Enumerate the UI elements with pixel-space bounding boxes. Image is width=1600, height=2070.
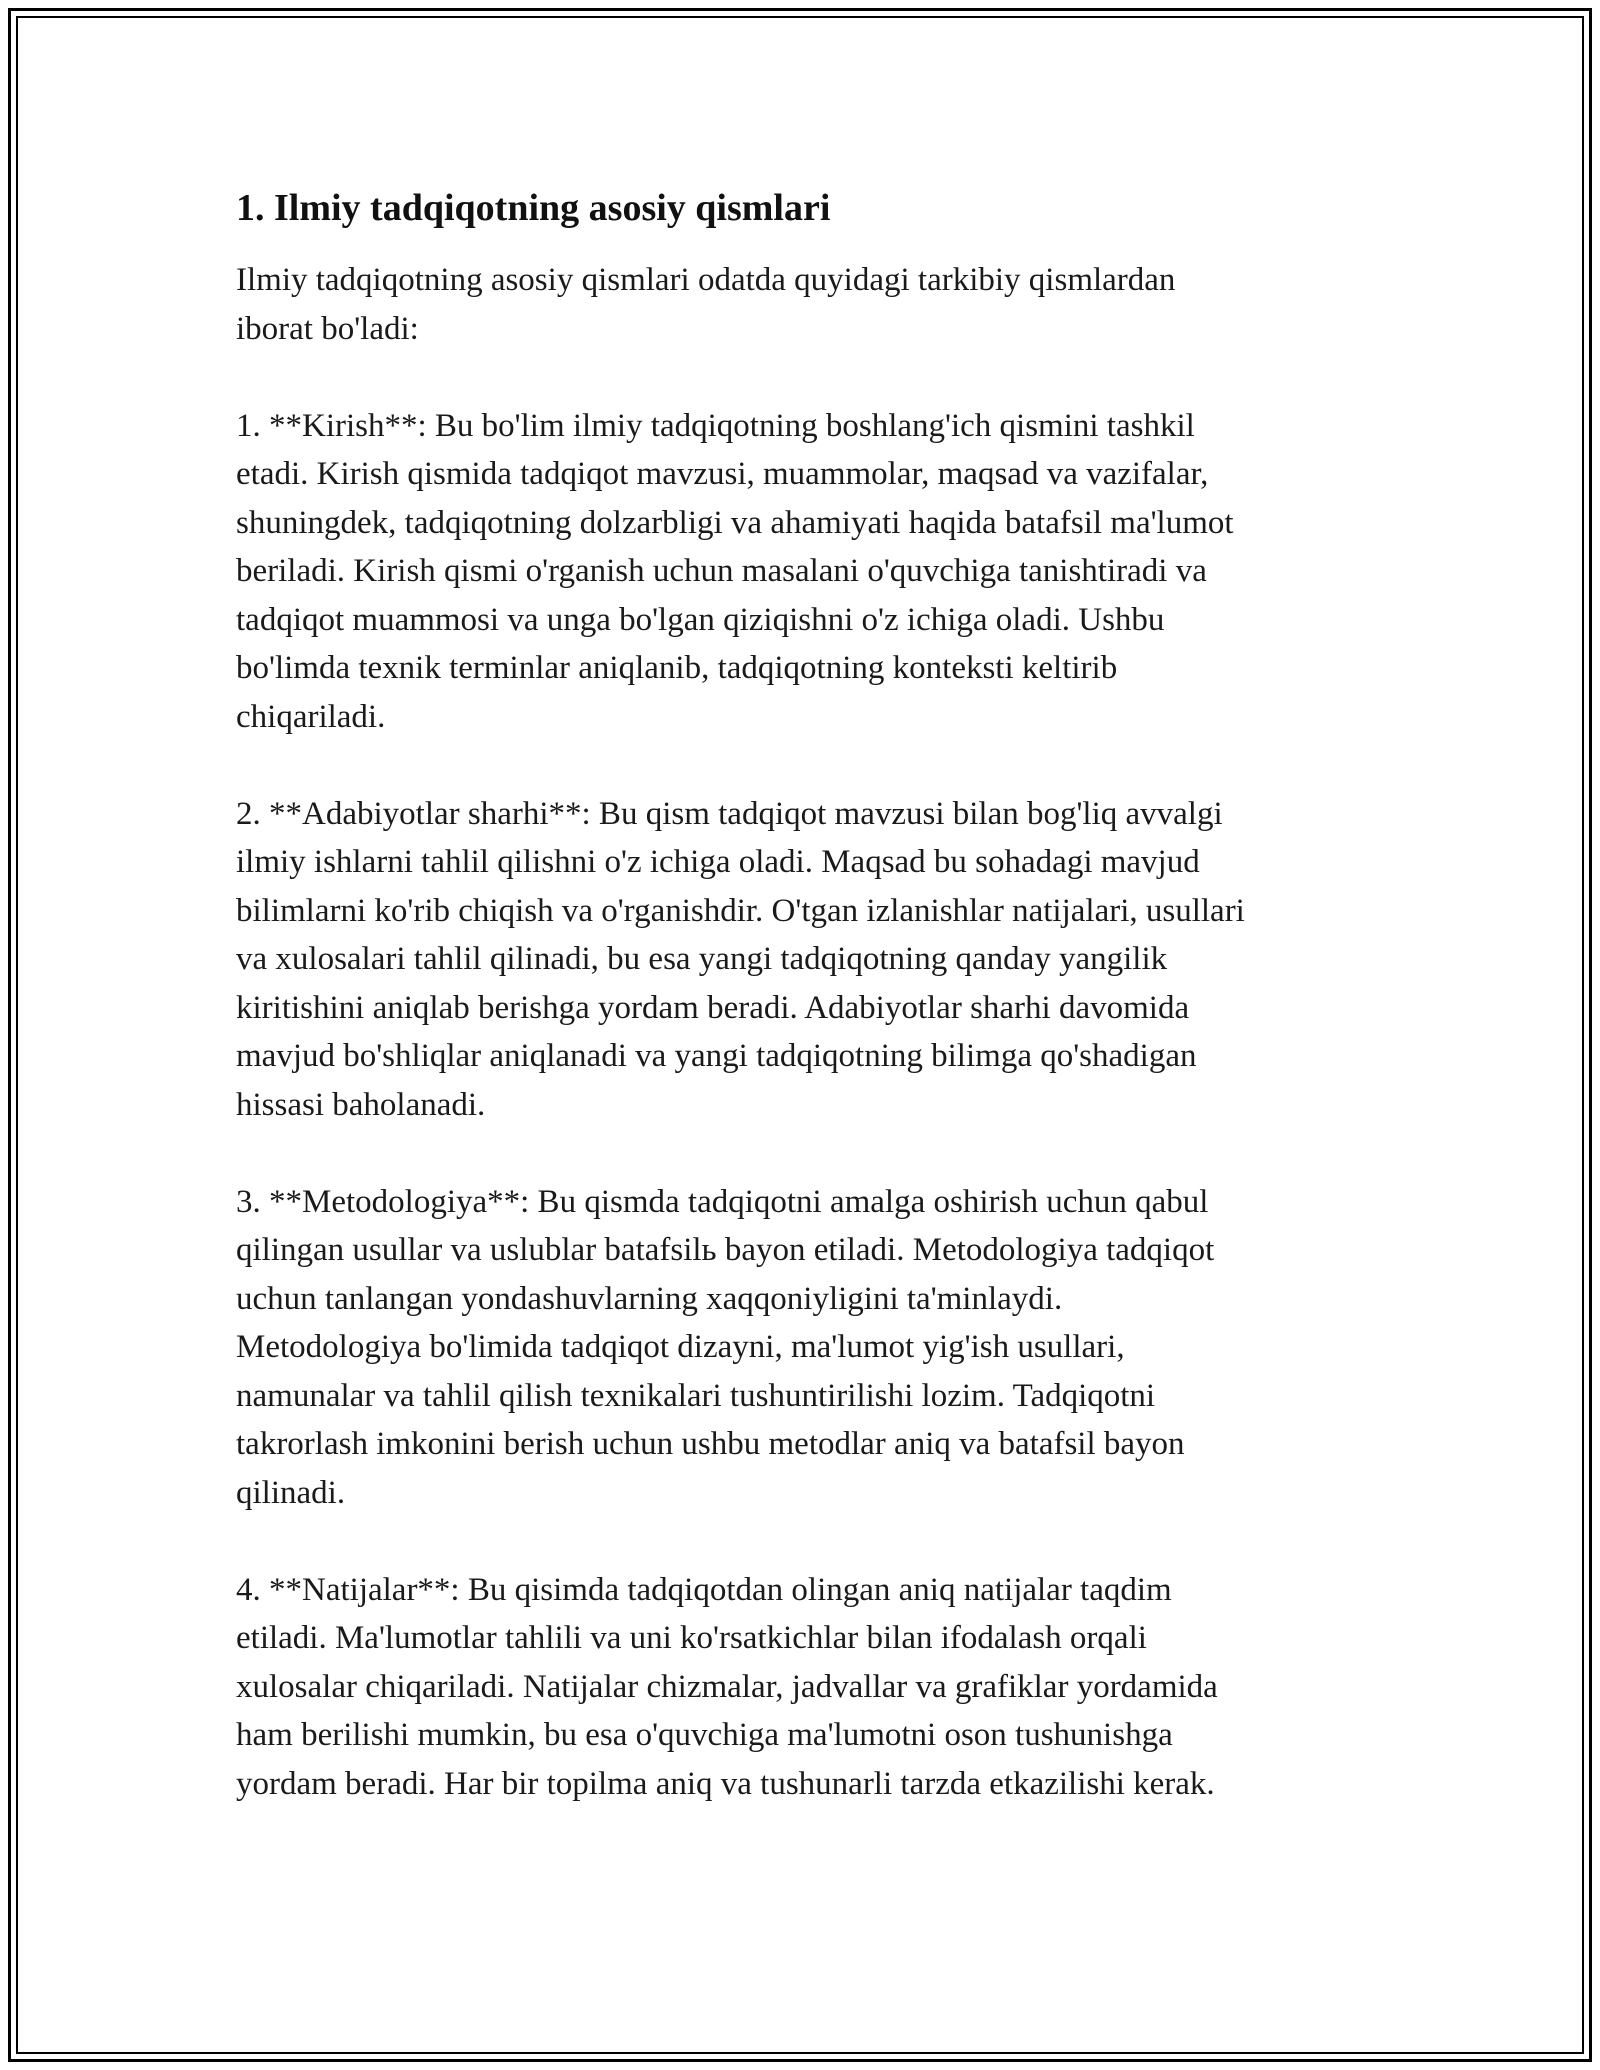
paragraph-line: qilinadi. (236, 1474, 346, 1511)
intro-paragraph (236, 256, 1366, 353)
intro-line: iborat bo'ladi: (236, 310, 419, 347)
paragraph-line: bo'limda texnik terminlar aniqlanib, tadqiqotning konteksti keltirib (236, 650, 1118, 686)
paragraph-line: 2. **Adabiyotlar sharhi**: Bu qism tadqiqot mavzusi bilan bog'liq avvalgi (236, 795, 1223, 832)
paragraph-line: yordam beradi. Har bir topilma aniq va tushunarli tarzda etkazilishi kerak. (236, 1765, 1215, 1802)
paragraph-line: kiritishini aniqlab berishga yordam beradi. Adabiyotlar sharhi davomida (236, 989, 1190, 1026)
section-adabiyotlar-sharhi (236, 790, 1366, 1130)
paragraph-line: beriladi. Kirish qismi o'rganish uchun masalani o'quvchiga tanishtiradi va (236, 553, 1207, 589)
section-natijalar (236, 1566, 1366, 1809)
paragraph-line: 4. **Natijalar**: Bu qisimda tadqiqotdan olingan aniq natijalar taqdim (236, 1571, 1172, 1608)
paragraph-line: mavjud bo'shliqlar aniqlanadi va yangi tadqiqotning bilimga qo'shadigan (236, 1038, 1197, 1074)
paragraph-line: Metodologiya bo'limida tadqiqot dizayni, ma'lumot yig'ish usullari, (236, 1329, 1125, 1365)
paragraph-line: hissasi baholanadi. (236, 1086, 486, 1123)
intro-line: Ilmiy tadqiqotning asosiy qismlari odatda quyidagi tarkibiy qismlardan (236, 262, 1176, 298)
section-kirish (236, 402, 1366, 742)
paragraph-line: 3. **Metodologiya**: Bu qismda tadqiqotni amalga oshirish uchun qabul (236, 1183, 1209, 1220)
paragraph-line: va xulosalari tahlil qilinadi, bu esa yangi tadqiqotning qanday yangilik (236, 941, 1168, 977)
document-page (236, 184, 1366, 1857)
paragraph-line: ham berilishi mumkin, bu esa o'quvchiga ma'lumotni oson tushunishga (236, 1717, 1173, 1753)
paragraph-line: bilimlarni ko'rib chiqish va o'rganishdir. O'tgan izlanishlar natijalari, usullari (236, 892, 1245, 929)
paragraph-line: shuningdek, tadqiqotning dolzarbligi va ahamiyati haqida batafsil ma'lumot (236, 504, 1234, 541)
paragraph-line: etadi. Kirish qismida tadqiqot mavzusi, muammolar, maqsad va vazifalar, (236, 456, 1209, 492)
paragraph-line: qilingan usullar va uslublar batafsilь bayon etiladi. Metodologiya tadqiqot (236, 1232, 1215, 1268)
paragraph-line: xulosalar chiqariladi. Natijalar chizmalar, jadvallar va grafiklar yordamida (236, 1668, 1218, 1705)
paragraph-line: namunalar va tahlil qilish texnikalari tushuntirilishi lozim. Tadqiqotni (236, 1377, 1156, 1414)
paragraph-line: chiqariladi. (236, 698, 386, 735)
paragraph-line: etiladi. Ma'lumotlar tahlili va uni ko'rsatkichlar bilan ifodalash orqali (236, 1620, 1147, 1656)
paragraph-line: tadqiqot muammosi va unga bo'lgan qiziqishni o'z ichiga oladi. Ushbu (236, 601, 1165, 638)
paragraph-line: 1. **Kirish**: Bu bo'lim ilmiy tadqiqotning boshlang'ich qismini tashkil (236, 407, 1195, 444)
section-metodologiya (236, 1178, 1366, 1518)
paragraph-line: uchun tanlangan yondashuvlarning xaqqoniyligini ta'minlaydi. (236, 1280, 1063, 1317)
paragraph-line: takrorlash imkonini berish uchun ushbu metodlar aniq va batafsil bayon (236, 1426, 1185, 1462)
paragraph-line: ilmiy ishlarni tahlil qilishni o'z ichiga oladi. Maqsad bu sohadagi mavjud (236, 844, 1200, 880)
document-title: 1. Ilmiy tadqiqotning asosiy qismlari (236, 187, 831, 229)
